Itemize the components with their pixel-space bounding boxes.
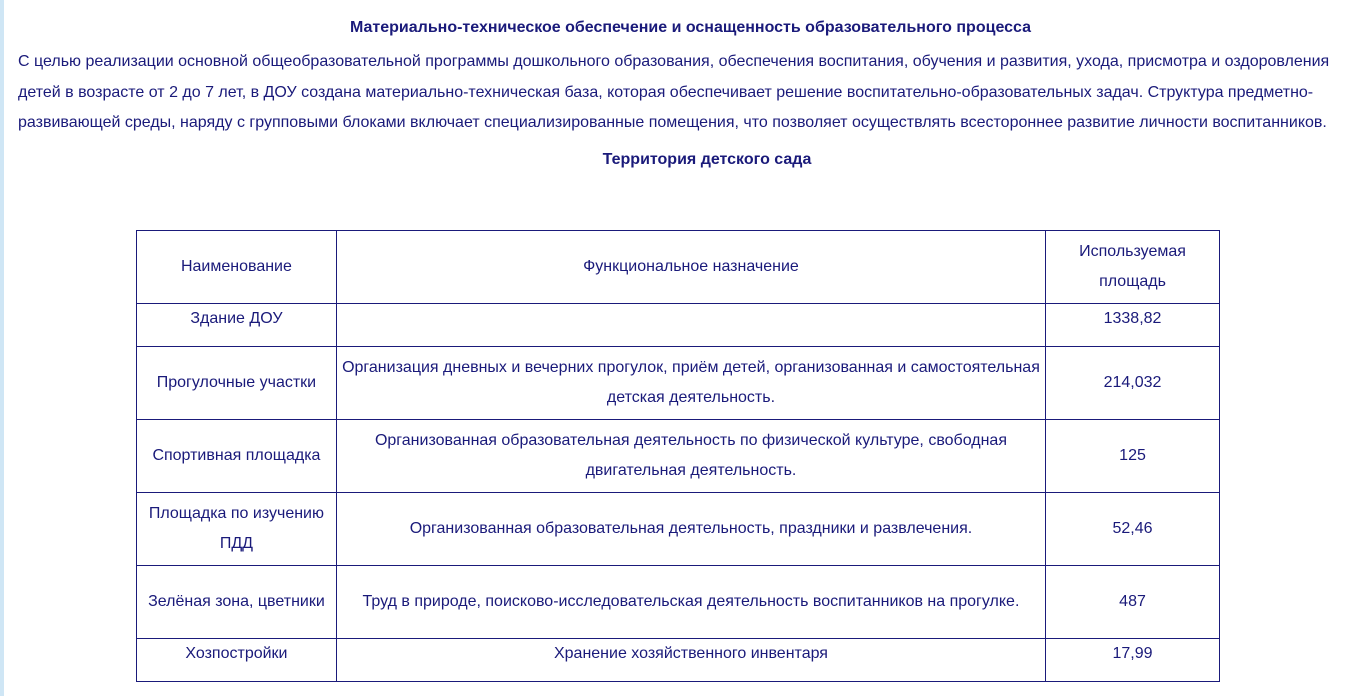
header-purpose: Функциональное назначение (336, 231, 1045, 304)
cell-name: Здание ДОУ (137, 304, 337, 347)
table-row (137, 420, 1220, 493)
cell-area: 487 (1046, 566, 1220, 639)
territory-table (136, 230, 1220, 682)
header-name: Наименование (137, 231, 337, 304)
table-row (137, 566, 1220, 639)
intro-paragraph: С целью реализации основной общеобразовательной программы дошкольного образования, обеспечения воспитания, обучения и развития, ухода, присмотра и оздоровления детей в возрасте от 2 до 7 лет, в ДОУ создана материально-техническая база, которая обеспечивает решение воспитательно-образовательных задач. Структура предметно-развивающей среды, наряду с групповыми блоками включает специализированные помещения, что позволяет осуществлять всестороннее развитие личности воспитанников. (18, 53, 1330, 131)
cell-name: Площадка по изучению ПДД (137, 493, 337, 566)
cell-area: 52,46 (1046, 493, 1220, 566)
cell-area: 125 (1046, 420, 1220, 493)
cell-area: 1338,82 (1046, 304, 1220, 347)
cell-purpose: Организованная образовательная деятельность по физической культуре, свободная двигательная деятельность. (336, 420, 1045, 493)
cell-name: Спортивная площадка (137, 420, 337, 493)
table-row (137, 639, 1220, 682)
table-title: Территория детского сада (602, 150, 812, 168)
table-row (137, 347, 1220, 420)
page-content (18, 0, 1363, 170)
cell-purpose: Хранение хозяйственного инвентаря (336, 639, 1045, 682)
left-border-stripe (0, 0, 4, 696)
table-row (137, 304, 1220, 347)
header-area: Используемая площадь (1046, 231, 1220, 304)
cell-area: 17,99 (1046, 639, 1220, 682)
table-row (137, 493, 1220, 566)
cell-purpose: Организованная образовательная деятельность, праздники и развлечения. (336, 493, 1045, 566)
cell-purpose: Труд в природе, поисково-исследовательская деятельность воспитанников на прогулке. (336, 566, 1045, 639)
page-title: Материально-техническое обеспечение и оснащенность образовательного процесса (349, 19, 1032, 36)
table-header-row (137, 231, 1220, 304)
cell-area: 214,032 (1046, 347, 1220, 420)
cell-purpose: Организация дневных и вечерних прогулок, приём детей, организованная и самостоятельная детская деятельность. (336, 347, 1045, 420)
cell-purpose (336, 304, 1045, 347)
cell-name: Хозпостройки (137, 639, 337, 682)
cell-name: Зелёная зона, цветники (137, 566, 337, 639)
cell-name: Прогулочные участки (137, 347, 337, 420)
